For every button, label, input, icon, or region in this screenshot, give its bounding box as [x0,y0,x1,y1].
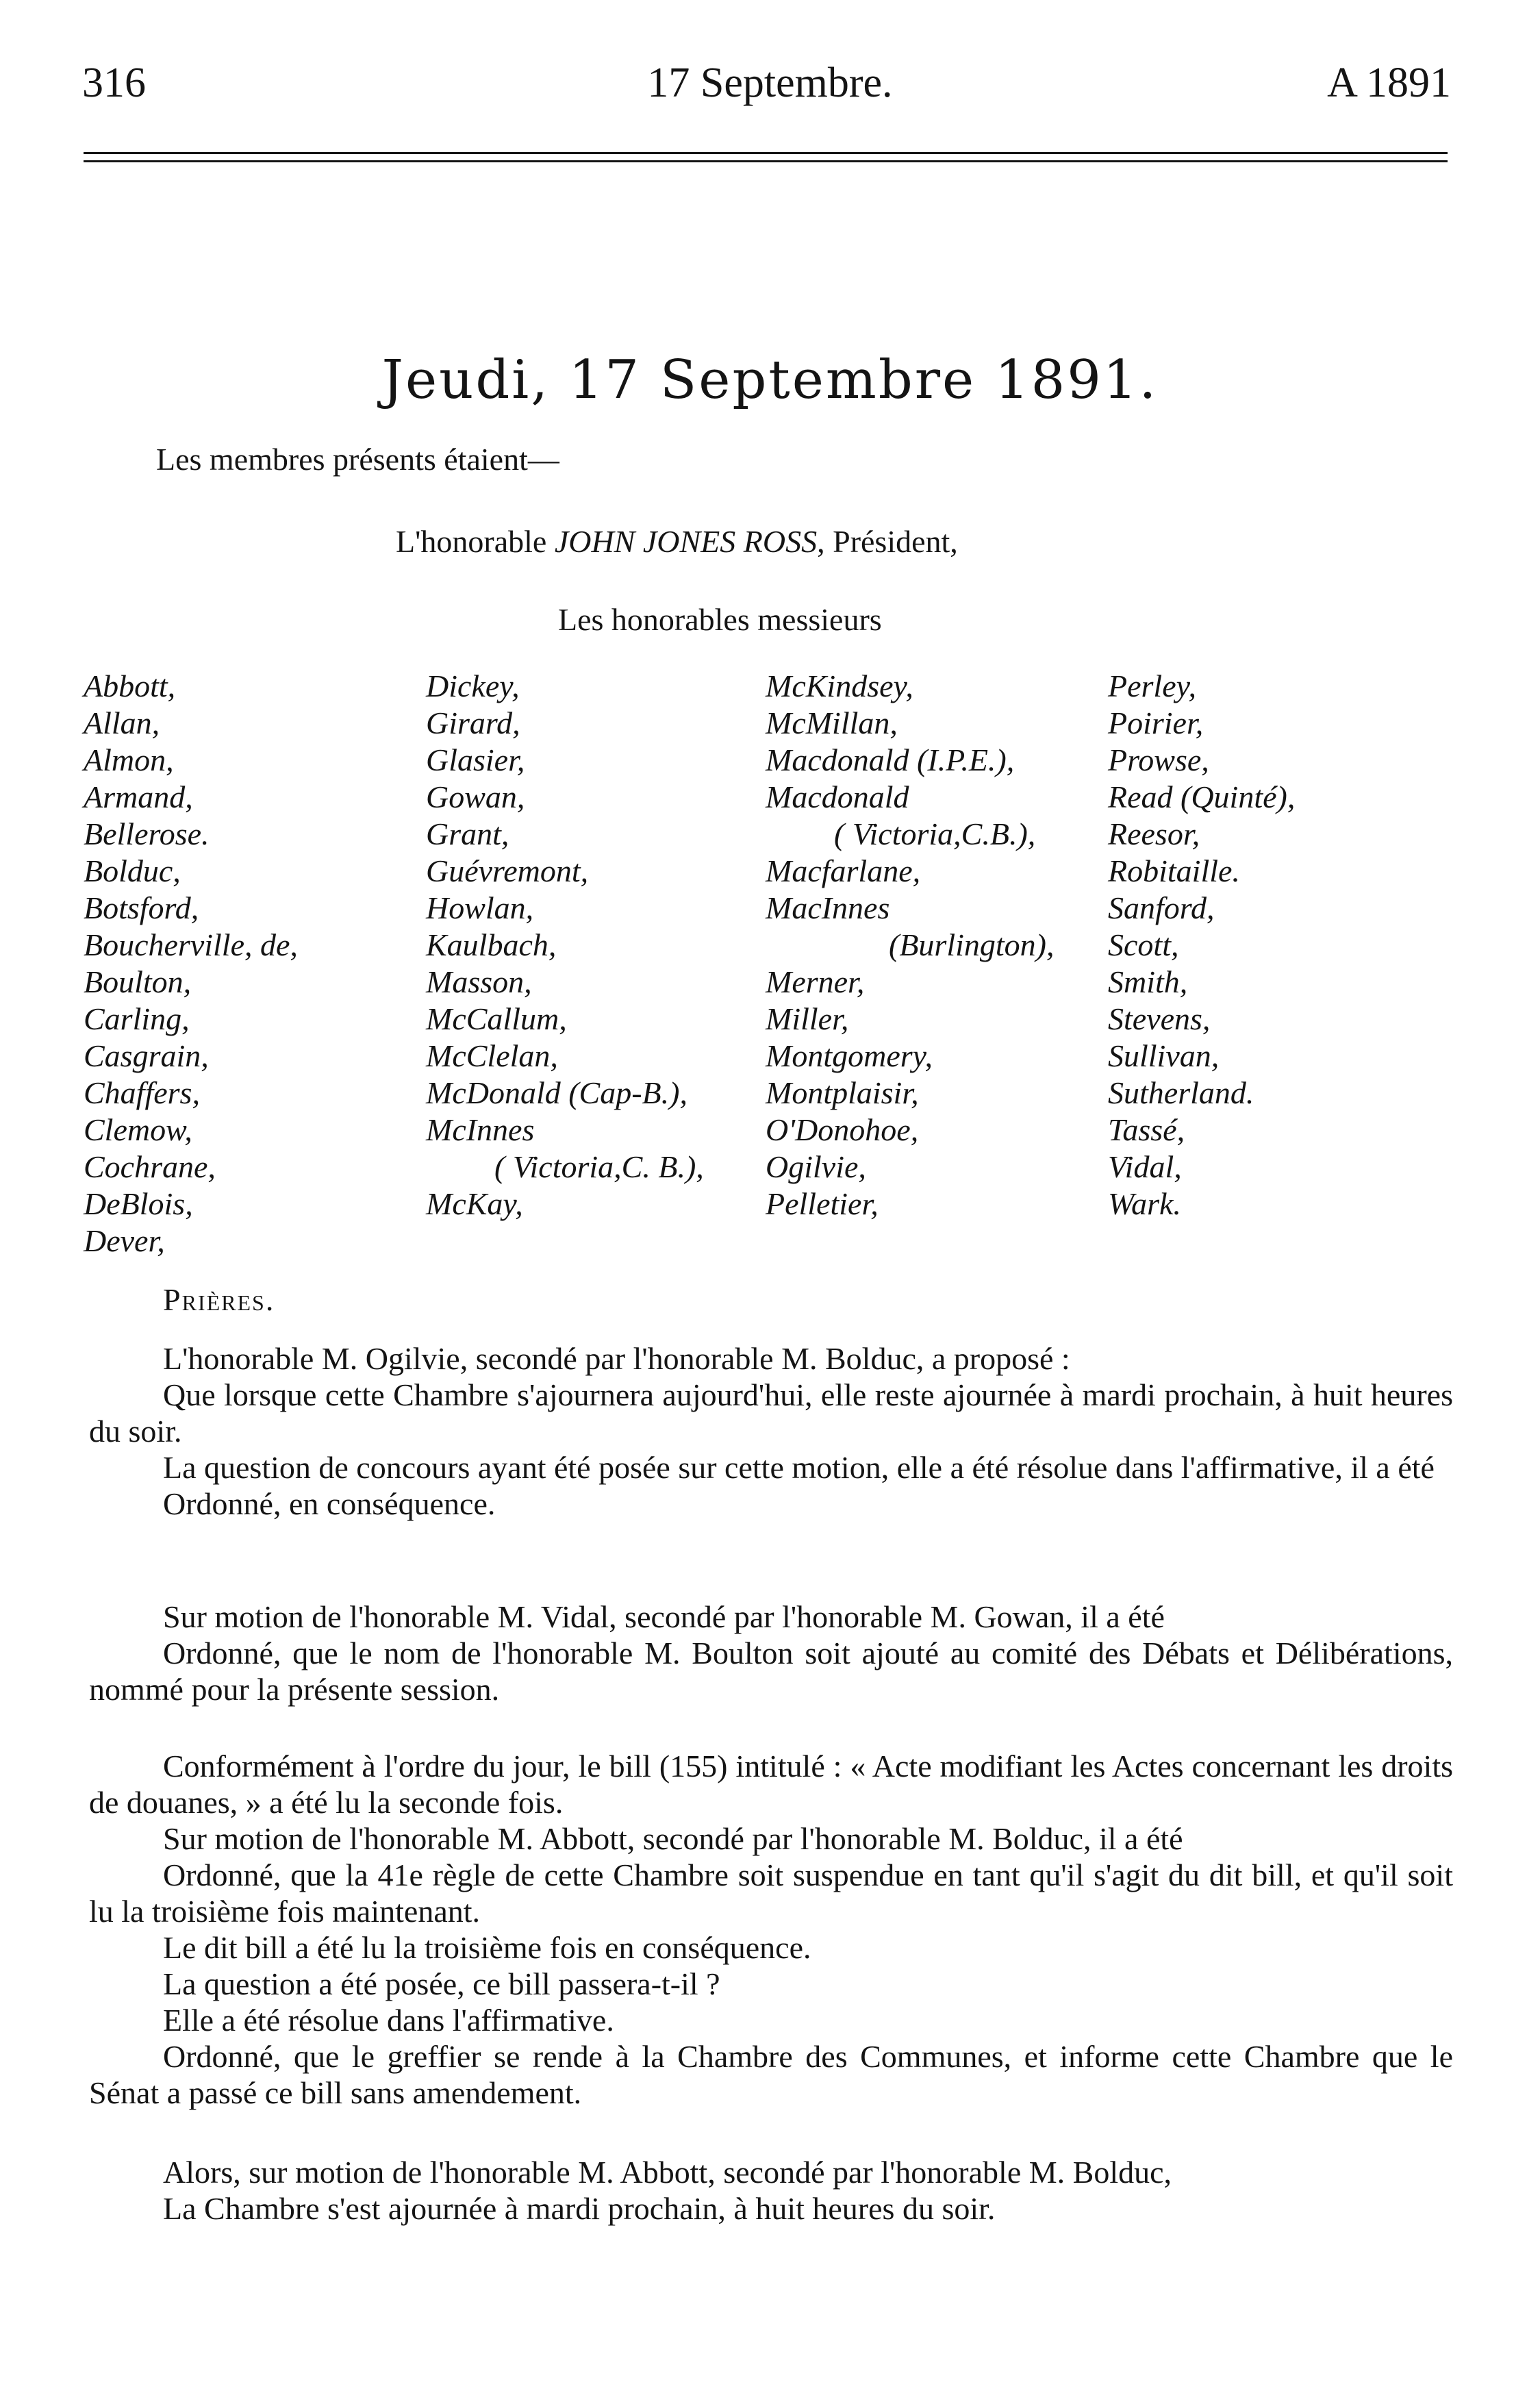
paragraph: Que lorsque cette Chambre s'ajournera aujourd'hui, elle reste ajournée à mardi prochain, à huit heures du soir. [89,1377,1453,1449]
member-name: Masson, [426,964,532,999]
member-name: ( Victoria,C.B.), [834,816,1036,851]
member-name: Armand, [84,779,193,814]
paragraph: Ordonné, que le nom de l'honorable M. Boulton soit ajouté au comité des Débats et Délibérations, nommé pour la présente session. [89,1636,1453,1707]
paragraph: Ordonné, que la 41e règle de cette Chambre soit suspendue en tant qu'il s'agit du dit bill, et qu'il soit lu la troisième fois maintenant. [89,1857,1453,1929]
member-name: Girard, [426,705,520,740]
member-name: Sanford, [1108,890,1215,925]
member-name: Miller, [766,1001,849,1036]
member-name: Chaffers, [84,1075,200,1110]
member-name: McClelan, [426,1038,558,1073]
member-name: Macdonald (I.P.E.), [766,742,1015,777]
president-prefix: L'honorable [396,524,555,559]
member-name: Poirier, [1108,705,1204,740]
members-column-4 [1108,668,1295,1223]
member-name: Grant, [426,816,509,851]
motion-adjournment [89,1340,1453,1522]
member-name: Carling, [84,1001,190,1036]
member-name: Wark. [1108,1186,1181,1221]
member-name: Sullivan, [1108,1038,1220,1073]
member-name: DeBlois, [84,1186,193,1221]
sitting-title: Jeudi, 17 Septembre 1891. [381,349,1159,411]
paragraph: Conformément à l'ordre du jour, le bill (155) intitulé : « Acte modifiant les Actes concernant les droits de douanes, » a été lu la seconde fois. [89,1749,1453,1820]
member-name: McKay, [426,1186,523,1221]
member-name: Montgomery, [766,1038,933,1073]
member-name: Vidal, [1108,1149,1182,1184]
member-name: Dever, [84,1223,165,1258]
member-name: Glasier, [426,742,525,777]
member-name: Boulton, [84,964,192,999]
member-name: Casgrain, [84,1038,209,1073]
prayers-heading: Prières. [163,1282,275,1317]
president-line [396,526,958,558]
president-suffix: , Président, [817,524,958,559]
paragraph: Le dit bill a été lu la troisième fois en conséquence. [163,1930,811,1965]
member-name: Botsford, [84,890,199,925]
member-name: Scott, [1108,927,1179,962]
members-column-2 [426,668,704,1223]
member-name: Boucherville, de, [84,927,298,962]
member-name: Bellerose. [84,816,210,851]
member-name: Pelletier, [766,1186,879,1221]
member-name: McInnes [426,1112,535,1147]
member-name: MacInnes [766,890,890,925]
member-name: Dickey, [426,668,520,703]
member-name: McCallum, [426,1001,567,1036]
member-name: Sutherland. [1108,1075,1254,1110]
member-name: Howlan, [426,890,534,925]
member-name: Tassé, [1108,1112,1185,1147]
paragraph: Alors, sur motion de l'honorable M. Abbott, secondé par l'honorable M. Bolduc, [163,2155,1172,2190]
member-name: Abbott, [84,668,176,703]
paragraph: Elle a été résolue dans l'affirmative. [163,2003,614,2038]
bill-155-proceedings [89,1748,1453,2111]
members-intro: Les honorables messieurs [558,602,882,637]
member-name: Read (Quinté), [1108,779,1296,814]
member-name: (Burlington), [889,927,1055,962]
member-name: ( Victoria,C. B.), [494,1149,704,1184]
member-name: Montplaisir, [766,1075,919,1110]
header-rule-top [84,152,1448,154]
paragraph: Ordonné, en conséquence. [163,1486,496,1521]
header-rule-bottom [84,160,1448,162]
paragraph: La question de concours ayant été posée sur cette motion, elle a été résolue dans l'affirmative, il a été [163,1450,1435,1485]
adjournment [89,2154,1453,2227]
paragraph: Ordonné, que le greffier se rende à la Chambre des Communes, et informe cette Chambre que le Sénat a passé ce bill sans amendement. [89,2039,1453,2110]
motion-committee [89,1599,1453,1707]
member-name: Cochrane, [84,1149,216,1184]
member-name: Kaulbach, [426,927,557,962]
paragraph: La question a été posée, ce bill passera-t-il ? [163,1966,720,2001]
member-name: Ogilvie, [766,1149,866,1184]
present-intro: Les membres présents étaient— [156,442,559,477]
member-name: Robitaille. [1108,853,1240,888]
member-name: Almon, [84,742,174,777]
member-name: Clemow, [84,1112,192,1147]
member-name: Guévremont, [426,853,589,888]
page-number: 316 [82,60,146,106]
member-name: McMillan, [766,705,898,740]
member-name: Reesor, [1108,816,1200,851]
member-name: Macdonald [766,779,909,814]
member-name: McDonald (Cap-B.), [426,1075,687,1110]
members-column-3 [766,668,1054,1223]
members-column-1 [84,668,298,1260]
member-name: Perley, [1108,668,1196,703]
running-head-date: 17 Septembre. [647,60,893,106]
paragraph: Sur motion de l'honorable M. Abbott, secondé par l'honorable M. Bolduc, il a été [163,1821,1183,1856]
member-name: Prowse, [1108,742,1209,777]
member-name: McKindsey, [766,668,913,703]
member-name: Gowan, [426,779,525,814]
running-head-year: A 1891 [1327,60,1451,106]
paragraph: L'honorable M. Ogilvie, secondé par l'honorable M. Bolduc, a proposé : [163,1341,1070,1376]
president-name: JOHN JONES ROSS [554,524,818,559]
member-name: Smith, [1108,964,1188,999]
member-name: O'Donohoe, [766,1112,919,1147]
member-name: Stevens, [1108,1001,1211,1036]
member-name: Allan, [84,705,160,740]
member-name: Merner, [766,964,865,999]
member-name: Bolduc, [84,853,181,888]
paragraph: Sur motion de l'honorable M. Vidal, secondé par l'honorable M. Gowan, il a été [163,1599,1165,1634]
paragraph: La Chambre s'est ajournée à mardi prochain, à huit heures du soir. [163,2191,996,2226]
member-name: Macfarlane, [766,853,921,888]
